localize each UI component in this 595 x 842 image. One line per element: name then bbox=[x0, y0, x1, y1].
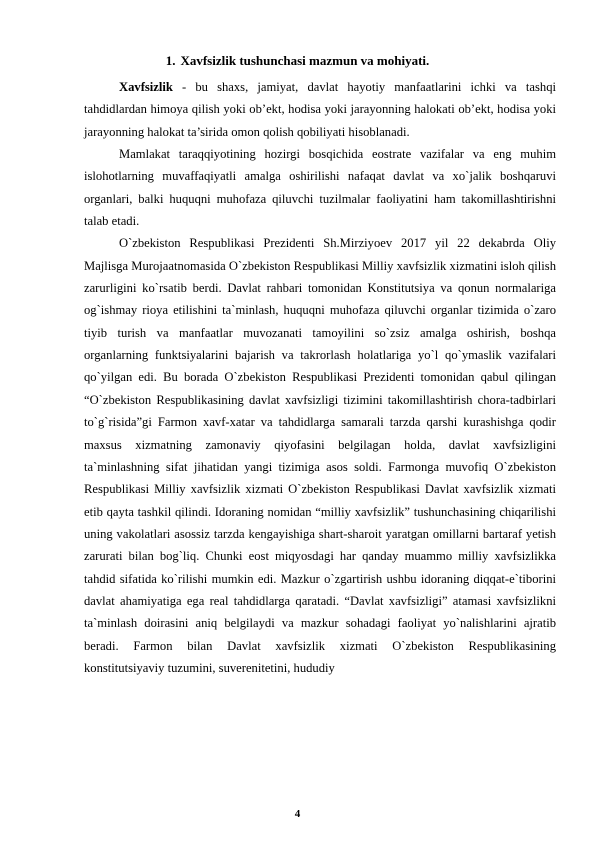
section-heading bbox=[0, 53, 595, 69]
paragraph: O`zbekiston Respublikasi Prezidenti Sh.Mirziyoev 2017 yil 22 dekabrda Oliy Majlisga Murojaatnomasida O`zbekiston Respublikasi Milliy xavfsizlik xizmatini isloh qilish zarurligini ko`rsatib berdi. Davlat rahbari tomonidan Konstitutsiya va qonun normalariga og`ishmay rioya etilishini ta`minlash, huquqni muhofaza qiluvchi organlar tizimida o`zaro tiyib turish va manfaatlar muvozanati tamoyilini so`zsiz amalga oshirish, boshqa organlarning funktsiyalarini bajarish va takrorlash holatlariga yo`l qo`ymaslik vazifalari qo`yilgan edi. Bu borada O`zbekiston Respublikasi Prezidenti tomonidan qabul qilingan “O`zbekiston Respublikasining davlat xavfsizligi tizimini takomillashtirish chora-tadbirlari to`g`risida”gi Farmon xavf-xatar va tahdidlarga samarali tarzda qarshi kurashishga qodir maxsus xizmatning zamonaviy qiyofasini belgilagan holda, davlat xavfsizligini ta`minlashning sifat jihatidan yangi tizimiga asos soldi. Farmonga muvofiq O`zbekiston Respublikasi Milliy xavfsizlik xizmati O`zbekiston Respublikasi Davlat xavfsizlik xizmati etib qayta tashkil qilindi. Idoraning nomidan “milliy xavfsizlik” tushunchasining chiqarilishi uning vakolatlari asossiz tarzda kengayishiga shart-sharoit yaratgan omillarni bartaraf yetish zarurati bilan bog`liq. Chunki eost miqyosdagi har qanday muammo milliy xavfsizlikka tahdid sifatida ko`rilishi mumkin edi. Mazkur o`zgartirish ushbu idoraning diqqat-e`tiborini davlat ahamiyatiga ega real tahdidlarga qaratadi. “Davlat xavfsizligi” atamasi xavfsizlikni ta`minlash doirasini aniq belgilaydi va mazkur sohadagi faoliyat yo`nalishlarini ajratib beradi. Farmon bilan Davlat xavfsizlik xizmati O`zbekiston Respublikasining konstitutsiyaviy tuzumini, suverenitetini, hududiy bbox=[84, 236, 556, 675]
paragraph-definition bbox=[84, 76, 556, 143]
section-title: Xavfsizlik tushunchasi mazmun va mohiyati. bbox=[180, 53, 430, 68]
definition-text: - bu shaxs, jamiyat, davlat hayotiy manfaatlarini ichki va tashqi tahdidlardan himoya qilish yoki ob’ekt, hodisa yoki jarayonning halokati ob’ekt, hodisa yoki jarayonning halokat ta’sirida omon qolish qobiliyati hisoblanadi. bbox=[84, 80, 556, 139]
paragraph: Mamlakat taraqqiyotining hozirgi bosqichida eostrate vazifalar va eng muhim islohotlarning muvaffaqiyatli amalga oshirilishi nafaqat davlat va xo`jalik boshqaruvi organlari, balki huquqni muhofaza qiluvchi tuzilmalar faoliyatini ham takomillashtirishni talab etadi. bbox=[84, 147, 556, 229]
body-text bbox=[84, 76, 556, 679]
section-number: 1. bbox=[165, 53, 176, 68]
defined-term: Xavfsizlik bbox=[119, 80, 173, 94]
page-number: 4 bbox=[294, 808, 301, 820]
